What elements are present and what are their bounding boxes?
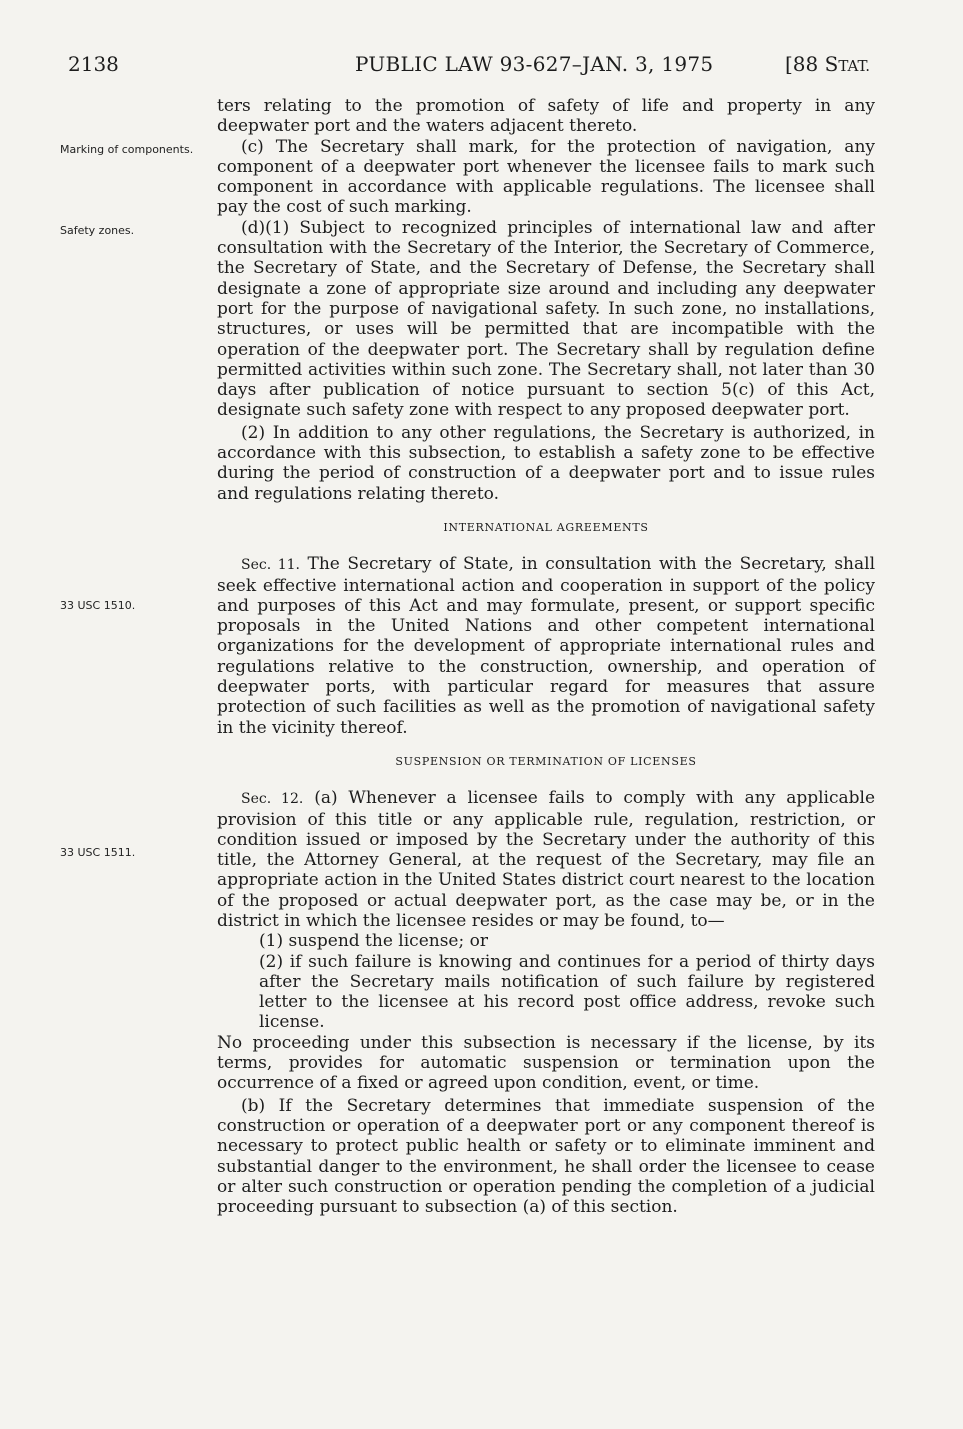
section-12a-text: (a) Whenever a licensee fails to comply with any applicable provision of this title or any applicable rule, regulation, restriction, or condition issued or imposed by the Secretary under the authority of this title, the Attorney General, at the request of the Secretary, may file an appropriate action in the United States district court nearest to the location of the proposed or actual deepwater port, as the case may be, or in the district in which the licensee resides or may be found, to— xyxy=(217,788,876,931)
section-11-label: Sec. 11. xyxy=(241,557,300,574)
section-11 xyxy=(217,554,875,738)
section-12-label: Sec. 12. xyxy=(241,791,304,808)
list-item: (2) if such failure is knowing and continues for a period of thirty days after the Secretary mails notification of such failure by registered letter to the licensee at his record post office address, revoke such license. xyxy=(259,951,875,1033)
paragraph-c: (c) The Secretary shall mark, for the protection of navigation, any component of a deepwater port whenever the licensee fails to mark such component in accordance with applicable regulations. The licensee shall pay the cost of such marking. xyxy=(217,136,875,218)
paragraph-b: (b) If the Secretary determines that immediate suspension of the construction or operation of a deepwater port or any component thereof is necessary to protect public health or safety or to eliminate imminent and substantial danger to the environment, he shall order the licensee to cease or alter such construction or operation pending the completion of a judicial proceeding pursuant to subsection (a) of this section. xyxy=(217,1095,875,1218)
list-item: (1) suspend the license; or xyxy=(259,931,488,952)
margin-note-usc-1511: 33 USC 1511. xyxy=(60,846,136,859)
heading-suspension-termination: SUSPENSION OR TERMINATION OF LICENSES xyxy=(395,754,697,768)
paragraph-d2: (2) In addition to any other regulations, the Secretary is authorized, in accordance with this subsection, to establish a safety zone to be effective during the period of construction of a deepwater port and to issue rules and regulations relating thereto. xyxy=(217,422,875,504)
margin-note-usc-1510: 33 USC 1510. xyxy=(60,599,136,612)
section-11-text: The Secretary of State, in consultation with the Secretary, shall seek effective international action and cooperation in support of the policy and purposes of this Act and may formulate, present, or support specific proposals in the United Nations and other competent international organizations for the development of appropriate international rules and regulations relative to the construction, ownership, and operation of deepwater ports, with particular regard for measures that assure protection of such facilities as well as the promotion of navigational safety in the vicinity thereof. xyxy=(217,554,876,738)
running-title: PUBLIC LAW 93-627–JAN. 3, 1975 xyxy=(355,52,714,76)
stat-prefix: [88 S xyxy=(785,52,839,76)
body-text xyxy=(217,96,875,1217)
margin-note-safety: Safety zones. xyxy=(60,224,135,237)
section-12a xyxy=(217,788,875,931)
paragraph-no-proceeding: No proceeding under this subsection is necessary if the license, by its terms, provides for automatic suspension or termination upon the occurrence of a fixed or agreed upon condition, event, or time. xyxy=(217,1032,875,1094)
heading-international-agreements: INTERNATIONAL AGREEMENTS xyxy=(443,520,649,534)
margin-note-marking: Marking of components. xyxy=(60,143,194,156)
stat-suffix: TAT. xyxy=(838,57,871,75)
statute-reference xyxy=(785,52,870,76)
page-number: 2138 xyxy=(68,52,119,76)
page-header xyxy=(0,52,963,82)
paragraph-continuation: ters relating to the promotion of safety of life and property in any deepwater port and the waters adjacent thereto. xyxy=(217,96,875,137)
paragraph-d1: (d)(1) Subject to recognized principles of international law and after consultation with the Secretary of the Interior, the Secretary of Commerce, the Secretary of State, and the Secretary of Defense, the Secretary shall designate a zone of appropriate size around and including any deepwater port for the purpose of navigational safety. In such zone, no installations, structures, or uses will be permitted that are incompatible with the operation of the deepwater port. The Secretary shall by regulation define permitted activities within such zone. The Secretary shall, not later than 30 days after publication of notice pursuant to section 5(c) of this Act, designate such safety zone with respect to any proposed deepwater port. xyxy=(217,217,875,421)
